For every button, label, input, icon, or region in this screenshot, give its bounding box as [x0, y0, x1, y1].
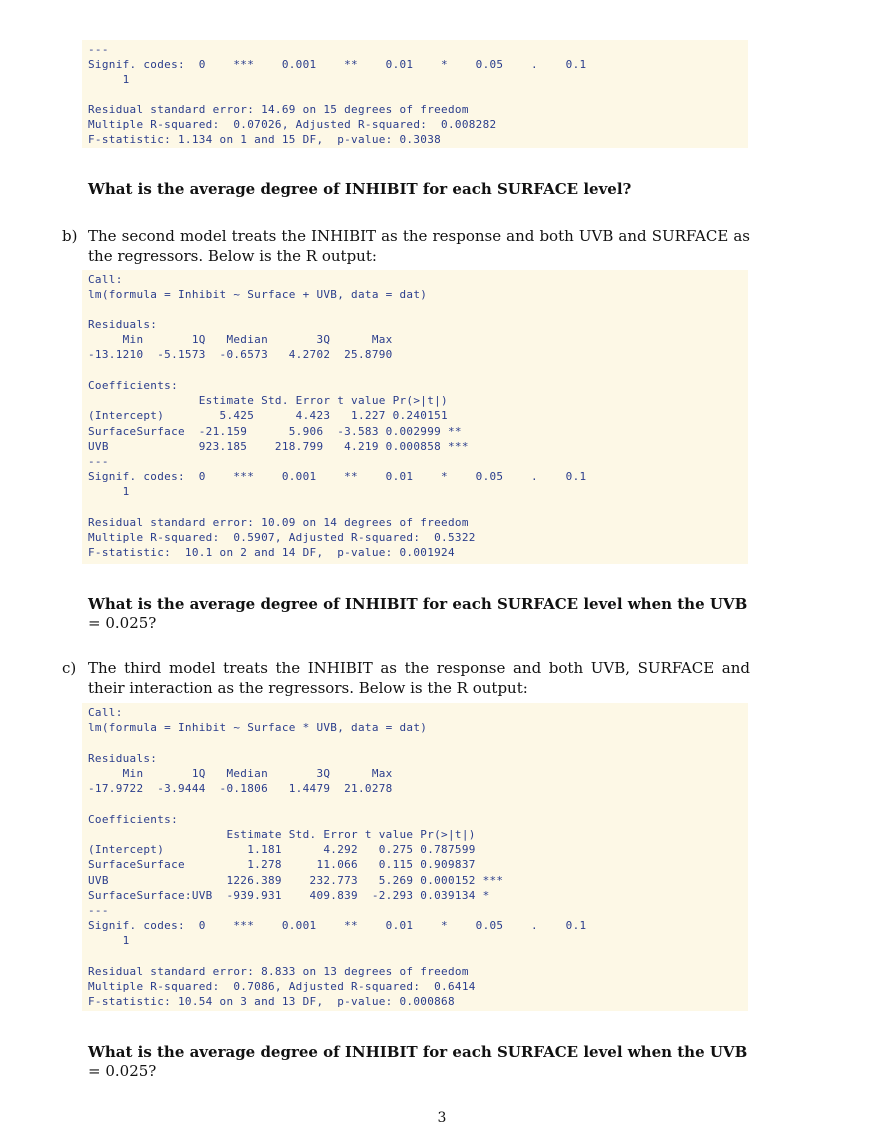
- code-line: Residual standard error: 8.833 on 13 degrees of freedom: [88, 965, 469, 978]
- code-line: Residual standard error: 14.69 on 15 degrees of freedom: [88, 103, 469, 116]
- code-line: Min 1Q Median 3Q Max: [88, 333, 393, 346]
- code-line: Coefficients:: [88, 813, 178, 826]
- question-b-text: What is the average degree of INHIBIT for each SURFACE level when the UVB = 0.025?: [88, 595, 748, 632]
- part-b-label: b): [62, 227, 78, 245]
- code-line: Call:: [88, 706, 123, 719]
- code-line: Estimate Std. Error t value Pr(>|t|): [88, 828, 476, 841]
- code-line: Estimate Std. Error t value Pr(>|t|): [88, 394, 448, 407]
- code-line: ---: [88, 43, 109, 56]
- code-line: UVB 1226.389 232.773 5.269 0.000152 ***: [88, 874, 504, 887]
- question-c: [88, 1043, 748, 1081]
- code-line: 1: [88, 73, 130, 86]
- code-line: (Intercept) 1.181 4.292 0.275 0.787599: [88, 843, 476, 856]
- question-c-text: What is the average degree of INHIBIT for each SURFACE level when the UVB = 0.025?: [88, 1043, 748, 1080]
- code-line: UVB 923.185 218.799 4.219 0.000858 ***: [88, 440, 469, 453]
- code-line: Multiple R-squared: 0.5907, Adjusted R-squared: 0.5322: [88, 531, 476, 544]
- code-line: Residuals:: [88, 318, 158, 331]
- question-b: [88, 595, 748, 633]
- r-output-model-c: [82, 703, 748, 1011]
- part-c-text: The third model treats the INHIBIT as the response and both UVB, SURFACE and their interaction as the regressors. Below is the R output:: [88, 659, 750, 697]
- code-line: Multiple R-squared: 0.7086, Adjusted R-squared: 0.6414: [88, 980, 476, 993]
- code-line: Min 1Q Median 3Q Max: [88, 767, 393, 780]
- code-line: SurfaceSurface 1.278 11.066 0.115 0.909837: [88, 858, 476, 871]
- part-c-label: c): [62, 659, 77, 677]
- code-line: 1: [88, 934, 130, 947]
- page-number: 3: [437, 1110, 447, 1126]
- code-line: -13.1210 -5.1573 -0.6573 4.2702 25.8790: [88, 348, 393, 361]
- part-b-text: The second model treats the INHIBIT as the response and both UVB and SURFACE as the regressors. Below is the R output:: [88, 227, 750, 265]
- r-output-model-b: [82, 270, 748, 564]
- code-line: ---: [88, 904, 109, 917]
- code-line: lm(formula = Inhibit ~ Surface + UVB, data = dat): [88, 288, 428, 301]
- code-line: Call:: [88, 273, 123, 286]
- code-line: Signif. codes: 0 *** 0.001 ** 0.01 * 0.05 . 0.1: [88, 919, 587, 932]
- code-line: (Intercept) 5.425 4.423 1.227 0.240151: [88, 409, 448, 422]
- code-line: -17.9722 -3.9444 -0.1806 1.4479 21.0278: [88, 782, 393, 795]
- code-line: Multiple R-squared: 0.07026, Adjusted R-squared: 0.008282: [88, 118, 497, 131]
- code-line: lm(formula = Inhibit ~ Surface * UVB, data = dat): [88, 721, 428, 734]
- code-line: SurfaceSurface -21.159 5.906 -3.583 0.002999 **: [88, 425, 462, 438]
- r-output-model-a: [82, 40, 748, 148]
- code-line: Residual standard error: 10.09 on 14 degrees of freedom: [88, 516, 469, 529]
- code-line: Signif. codes: 0 *** 0.001 ** 0.01 * 0.05 . 0.1: [88, 58, 587, 71]
- code-line: Coefficients:: [88, 379, 178, 392]
- code-line: F-statistic: 10.54 on 3 and 13 DF, p-value: 0.000868: [88, 995, 455, 1008]
- code-line: F-statistic: 1.134 on 1 and 15 DF, p-value: 0.3038: [88, 133, 442, 146]
- code-line: Residuals:: [88, 752, 158, 765]
- question-a: [88, 180, 748, 199]
- code-line: SurfaceSurface:UVB -939.931 409.839 -2.293 0.039134 *: [88, 889, 490, 902]
- question-a-text: What is the average degree of INHIBIT for each SURFACE level?: [88, 180, 632, 198]
- code-line: 1: [88, 485, 130, 498]
- code-line: F-statistic: 10.1 on 2 and 14 DF, p-value: 0.001924: [88, 546, 455, 559]
- code-line: Signif. codes: 0 *** 0.001 ** 0.01 * 0.05 . 0.1: [88, 470, 587, 483]
- code-line: ---: [88, 455, 109, 468]
